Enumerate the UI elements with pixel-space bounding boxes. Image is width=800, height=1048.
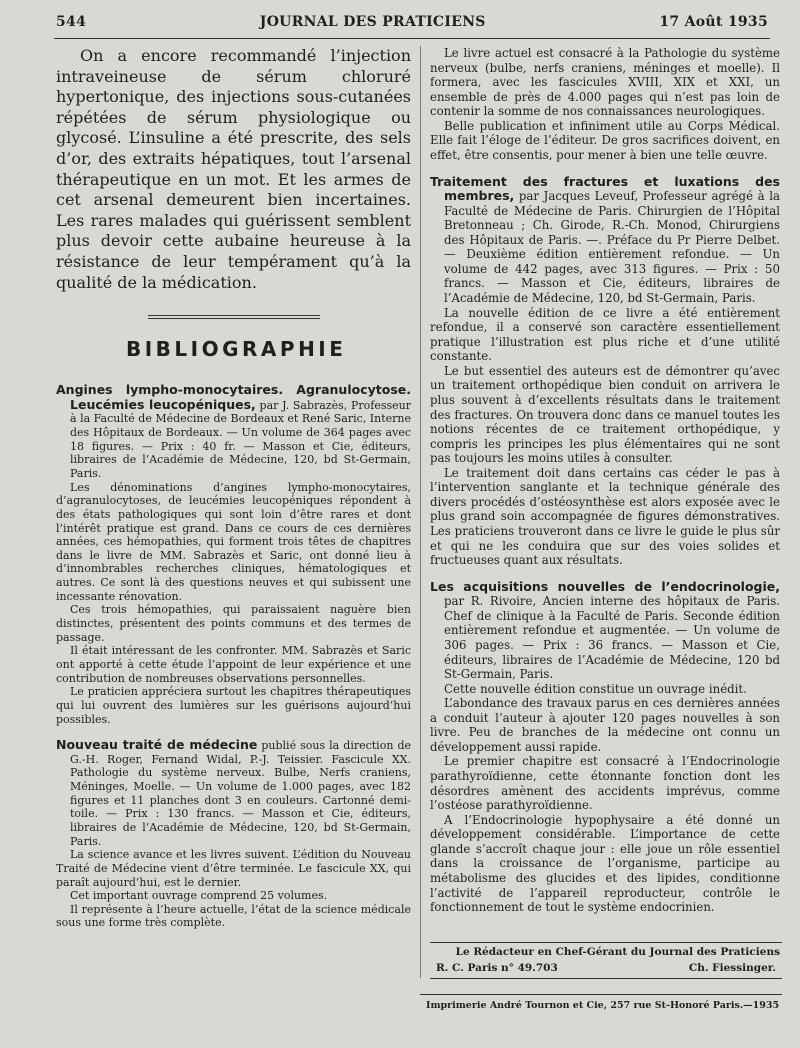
left-column	[56, 46, 411, 930]
entry-citation-text: par Jacques Leveuf, Professeur agrégé à la Faculté de Médecine de Paris. Chirurgien de l’Hôpital Bretonneau ; Ch. Girode, R.-Ch. Monod, Chirurgiens des Hôpitaux de Paris. —. Préface du Pr Pierre Delbet. — Deuxième édition entièrement refondue. — Un volume de 442 pages, avec 313 figures. — Prix : 50 francs. — Masson et Cie, éditeurs, libraires de l’Académie de Médecine, 120, bd St-Germain, Paris.	[444, 189, 780, 305]
entry-paragraph: Il représente à l’heure actuelle, l’état de la science médicale sous une forme très complète.	[56, 902, 411, 930]
intro-text	[56, 46, 411, 293]
entry-paragraph: Cette nouvelle édition constitue un ouvrage inédit.	[444, 681, 747, 696]
entry-paragraph: Ces trois hémopathies, qui paraissaient naguère bien distinctes, présentent des points communs et des termes de passage.	[56, 603, 411, 644]
bibliography-entry	[430, 580, 780, 915]
issue-date: 17 Août 1935	[659, 14, 768, 30]
column-divider	[420, 46, 421, 978]
header-rule	[54, 38, 770, 39]
entry-citation-text: par R. Rivoire, Ancien interne des hôpitaux de Paris. Chef de clinique à la Faculté de Paris. Seconde édition entièrement refondue et augmentée. — Un volume de 306 pages. — Prix : 36 francs. — Masson et Cie, éditeurs, libraires de l’Académie de Médecine, 120 bd St-Germain, Paris.	[444, 594, 780, 682]
right-column	[430, 46, 780, 915]
entry-paragraph: La science avance et les livres suivent. L’édition du Nouveau Traité de Médecine vient d’être terminée. Le fascicule XX, qui paraît aujourd’hui, est le dernier.	[56, 848, 411, 889]
entry-paragraph: A l’Endocrinologie hypophysaire a été donné un développement considérable. L’importance de cette glande s’accroît chaque jour : elle joue un rôle essentiel dans la croissance de l’organisme, participe au métabolisme des glucides et des lipides, conditionne l’activité de l’appareil reproducteur, contrôle le fonctionnement de tout le système endocrinien.	[430, 812, 780, 915]
editor-line: Le Rédacteur en Chef-Gérant du Journal des Praticiens	[455, 946, 780, 958]
entry-heading: Nouveau traité de médecine	[56, 737, 258, 753]
entry-paragraph: Le praticien appréciera surtout les chapitres thérapeutiques qui lui ouvrent des lumières sur les guérisons aujourd’hui possibles.	[56, 685, 411, 726]
entry-paragraph: Le premier chapitre est consacré à l’Endocrinologie parathyroïdienne, cette étonnante fonction dont les désordres amènent des accidents imprévus, comme l’ostéose parathyroïdienne.	[430, 754, 780, 813]
entry-paragraph: Le traitement doit dans certains cas céder le pas à l’intervention sanglante et la technique générale des divers procédés d’ostéosynthèse est alors exposée avec le plus grand soin accompagnée de figures démonstratives. Les praticiens trouveront dans ce livre le guide le plus sûr et qui ne les conduira que sur des voies solides et fructueuses quant aux résultats.	[430, 465, 780, 568]
bibliography-entry	[56, 738, 411, 930]
entry-paragraph: Les dénominations d’angines lympho-monocytaires, d’agranulocytoses, de leucémies leucopéniques répondent à des états pathologiques qui sont loin d’être rares et dont l’intérêt pratique est grand. Dans ce cours de ces dernières années, ces hémopathies, qui forment trois têtes de chapitres dans le livre de MM. Sabrazès et Saric, ont donné lieu à d’innombrables recherches cliniques, hématologiques et autres. Ce sont là des questions neuves et qui subissent une incessante rénovation.	[56, 480, 411, 603]
entry-paragraph: Le but essentiel des auteurs est de démontrer qu’avec un traitement orthopédique bien conduit on arrivera le plus souvent à d’excellents résultats dans le traitement des fractures. On trouvera donc dans ce manuel toutes les notions récentes de ce traitement orthopédique, y compris les principes les plus élémentaires qui ne sont pas toujours les moins utiles à consulter.	[430, 363, 780, 466]
entry-paragraph: Cet important ouvrage comprend 25 volumes.	[70, 889, 328, 903]
entry-paragraph: La nouvelle édition de ce livre a été entièrement refondue, il a conservé son caractère essentiellement pratique l’illustration est plus riche et d’une utilité constante.	[430, 305, 780, 364]
journal-title: JOURNAL DES PRATICIENS	[259, 14, 486, 30]
entry-paragraph: Le livre actuel est consacré à la Pathologie du système nerveux (bulbe, nerfs craniens, méninges et moelle). Il formera, avec les fascicules XVIII, XIX et XXI, un ensemble de près de 4.000 pages qui n’est pas loin de contenir la somme de nos connaissances neurologiques.	[430, 46, 780, 119]
imprint-rule	[420, 994, 782, 995]
bibliography-entry	[56, 383, 411, 726]
entry-citation-text: par J. Sabrazès, Professeur à la Faculté de Médecine de Bordeaux et René Saric, Interne des Hôpitaux de Bordeaux. — Un volume de 364 pages avec 18 figures. — Prix : 40 fr. — Masson et Cie, éditeurs, libraires de l’Académie de Médecine, 120, bd St-Germain, Paris.	[70, 398, 411, 480]
entry-gap	[430, 163, 780, 175]
bibliography-entry	[430, 175, 780, 568]
entry-heading: Traitement des fractures et luxations des membres,	[430, 173, 780, 204]
entry-heading: Les acquisitions nouvelles de l’endocrinologie,	[430, 578, 780, 594]
footer-rule	[430, 978, 782, 979]
entry-paragraph: Il était intéressant de les confronter. MM. Sabrazès et Saric ont apporté à cette étude l’appoint de leur expérience et une contribution de nombreuses observations personnelles.	[56, 644, 411, 685]
section-divider	[148, 315, 320, 319]
entry-citation-text: publié sous la direction de G.-H. Roger, Fernand Widal, P.-J. Teissier. Fascicule XX. Pathologie du système nerveux. Bulbe, Nerfs craniens, Méninges, Moelle. — Un volume de 1.000 pages, avec 182 figures et 11 planches dont 3 en couleurs. Cartonné demi-toile. — Prix : 130 francs. — Masson et Cie, éditeurs, libraires de l’Académie de Médecine, 120, bd St-Germain, Paris.	[70, 739, 411, 848]
entry-citation	[430, 175, 780, 306]
intro-paragraph: On a encore recommandé l’injection intraveineuse de sérum chloruré hypertonique, des injections sous-cutanées répétées de sérum physiologique ou glycosé. L’insuline a été prescrite, des sels d’or, des extraits hépatiques, tout l’arsenal thérapeutique en un mot. Et les armes de cet arsenal demeurent bien incertaines. Les rares malades qui guérissent semblent plus devoir cette aubaine heureuse à la résistance de leur tempérament qu’à la qualité de la médication.	[56, 46, 411, 292]
footer-rule	[430, 942, 782, 943]
page-number: 544	[56, 14, 87, 30]
entry-citation	[56, 383, 411, 480]
entry-paragraph: L’abondance des travaux parus en ces dernières années a conduit l’auteur à ajouter 120 pages nouvelles à son livre. Peu de branches de la médecine ont connu un développement aussi rapide.	[430, 696, 780, 754]
entry-citation	[430, 580, 780, 682]
entry-citation	[56, 738, 411, 848]
registry-number: R. C. Paris n° 49.703	[436, 962, 558, 974]
page-header	[56, 14, 768, 30]
signatory: Ch. Fiessinger.	[688, 962, 776, 974]
printer-imprint: Imprimerie André Tournon et Cie, 257 rue St-Honoré Paris.—1935	[426, 1000, 780, 1011]
entry-heading: Angines lympho-monocytaires. Agranulocytose. Leucémies leucopéniques,	[56, 382, 411, 412]
section-title: BIBLIOGRAPHIE	[126, 337, 347, 362]
entry-paragraph: Belle publication et infiniment utile au Corps Médical. Elle fait l’éloge de l’éditeur. De gros sacrifices doivent, en effet, être consentis, pour mener à bien une telle œuvre.	[430, 118, 780, 162]
entry-gap	[430, 568, 780, 580]
